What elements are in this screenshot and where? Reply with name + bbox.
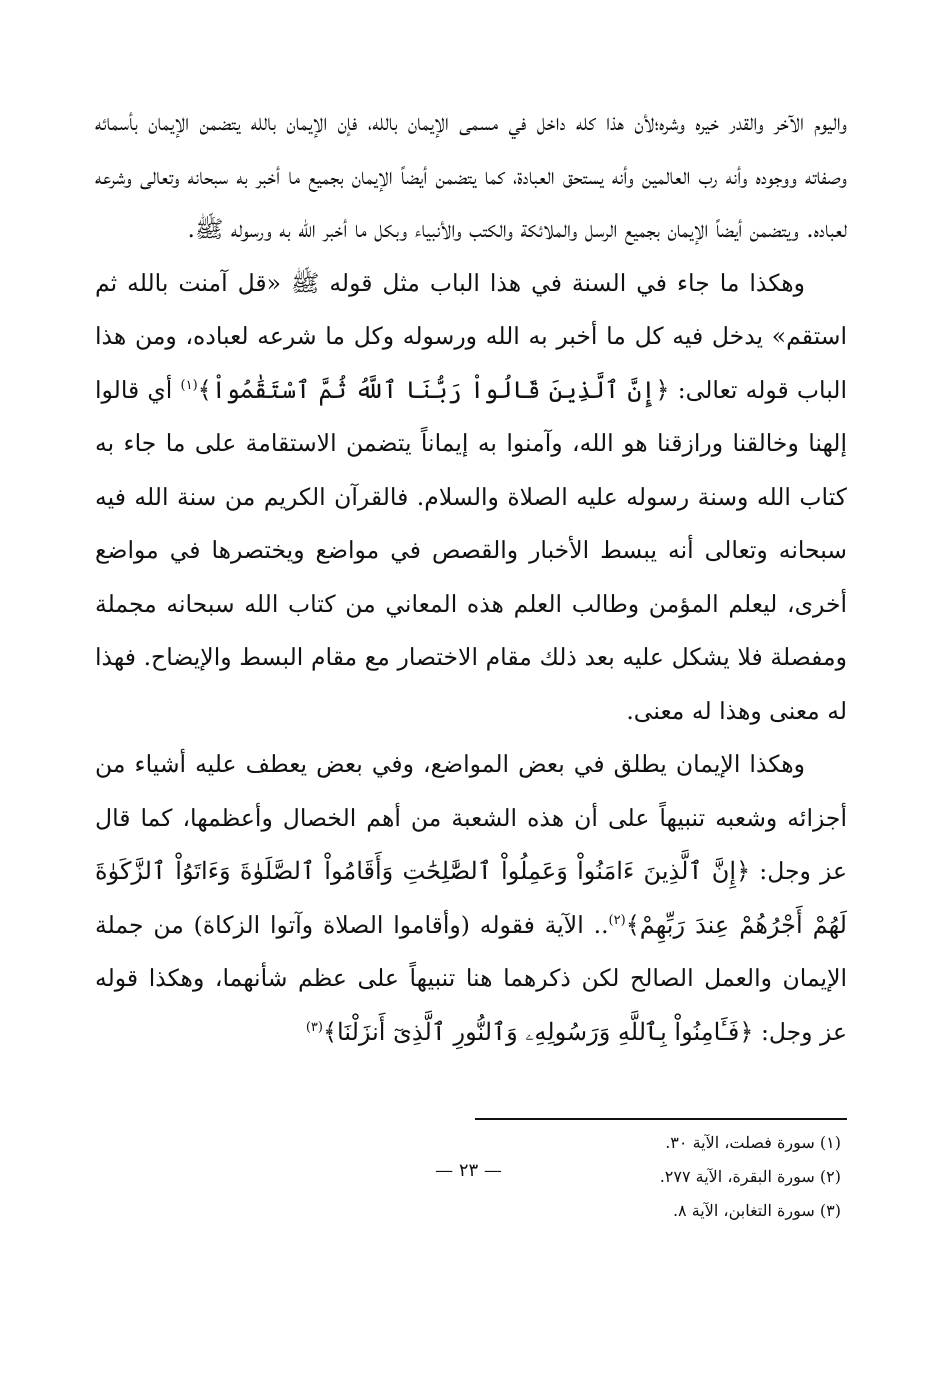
footnote-reference-2: (٢) — [608, 912, 626, 928]
paragraph-2-text-start: وهكذا ما جاء في السنة في هذا الباب مثل قوله ﷺ «قل آمنت بالله ثم استقم» يدخل فيه كل ما أخبر به الله ورسوله وكل ما شرعه لعباده، ومن هذا الباب قوله تعالى: — [95, 268, 847, 404]
quran-verse-baqarah: ﴿إِنَّ ٱلَّذِينَ ءَامَنُواْ وَعَمِلُواْ ٱلصَّٰلِحَٰتِ وَأَقَامُواْ ٱلصَّلَوٰةَ وَءَاتَوُاْ ٱلزَّكَوٰةَ لَهُمْ أَجْرُهُمْ عِندَ رَبِّهِمْ﴾ — [95, 857, 847, 939]
page-number: — ٢٣ — — [435, 1160, 502, 1181]
footnote-1: (١) سورة فصلت، الآية ٣٠. — [665, 1133, 841, 1152]
footnote-reference-1: (١) — [180, 377, 198, 393]
footnote-separator — [475, 1118, 847, 1120]
page-body — [95, 96, 847, 1316]
paragraph-1 — [95, 96, 847, 257]
footnote-3: (٣) سورة التغابن، الآية ٨. — [672, 1201, 841, 1220]
footnote-reference-3: (٣) — [305, 1019, 323, 1035]
paragraph-3-text-middle: .. الآية فقوله (وأقاموا الصلاة وآتوا الزكاة) من جملة الإيمان والعمل الصالح لكن ذكرهما هنا تنبيهاً على عظم شأنهما، وهكذا قوله عز وجل: — [95, 910, 847, 1046]
paragraph-2-text-end: أي قالوا إلهنا وخالقنا ورازقنا هو الله، وآمنوا به إيماناً يتضمن الاستقامة على ما جاء به كتاب الله وسنة رسوله عليه الصلاة والسلام. فالقرآن الكريم من سنة الله فيه سبحانه وتعالى أنه يبسط الأخبار والقصص في مواضع ويختصرها في مواضع أخرى، ليعلم المؤمن وطالب العلم هذه المعاني من كتاب الله سبحانه مجملة ومفصلة فلا يشكل عليه بعد ذلك مقام الاختصار مع مقام البسط والإيضاح. فهذا له معنى وهذا له معنى. — [95, 375, 847, 725]
paragraph-3 — [95, 738, 847, 1059]
paragraph-2 — [95, 257, 847, 739]
paragraph-3-text-start: وهكذا الإيمان يطلق في بعض المواضع، وفي بعض يعطف عليه أشياء من أجزائه وشعبه تنبيهاً على أن هذه الشعبة من أهم الخصال وأعظمها، كما قال عز وجل: — [95, 750, 847, 885]
quran-verse-taghabun: ﴿فَـَٔامِنُواْ بِٱللَّهِ وَرَسُولِهِۦ وَٱلنُّورِ ٱلَّذِىٓ أَنزَلْنَا﴾ — [322, 1017, 754, 1046]
footnote-2: (٢) سورة البقرة، الآية ٢٧٧. — [659, 1167, 841, 1186]
quran-verse-fussilat: ﴿إِنَّ ٱلَّذِينَ قَالُواْ رَبُّنَا ٱللَّهُ ثُمَّ ٱسْتَقَٰمُواْ﴾ — [197, 375, 670, 404]
paragraph-1-text: واليوم الآخر والقدر خيره وشره؛لأن هذا كله داخل في مسمى الإيمان بالله، فإن الإيمان بالله يتضمن الإيمان بأسمائه وصفاته ووجوده وأنه رب العالمين وأنه يستحق العبادة، كما يتضمن أيضاً الإيمان بجميع ما أخبر به سبحانه وتعالى وشرعه لعباده. ويتضمن أيضاً الإيمان بجميع الرسل والملائكة والكتب والأنبياء وبكل ما أخبر الله به ورسوله ﷺ. — [95, 108, 847, 243]
